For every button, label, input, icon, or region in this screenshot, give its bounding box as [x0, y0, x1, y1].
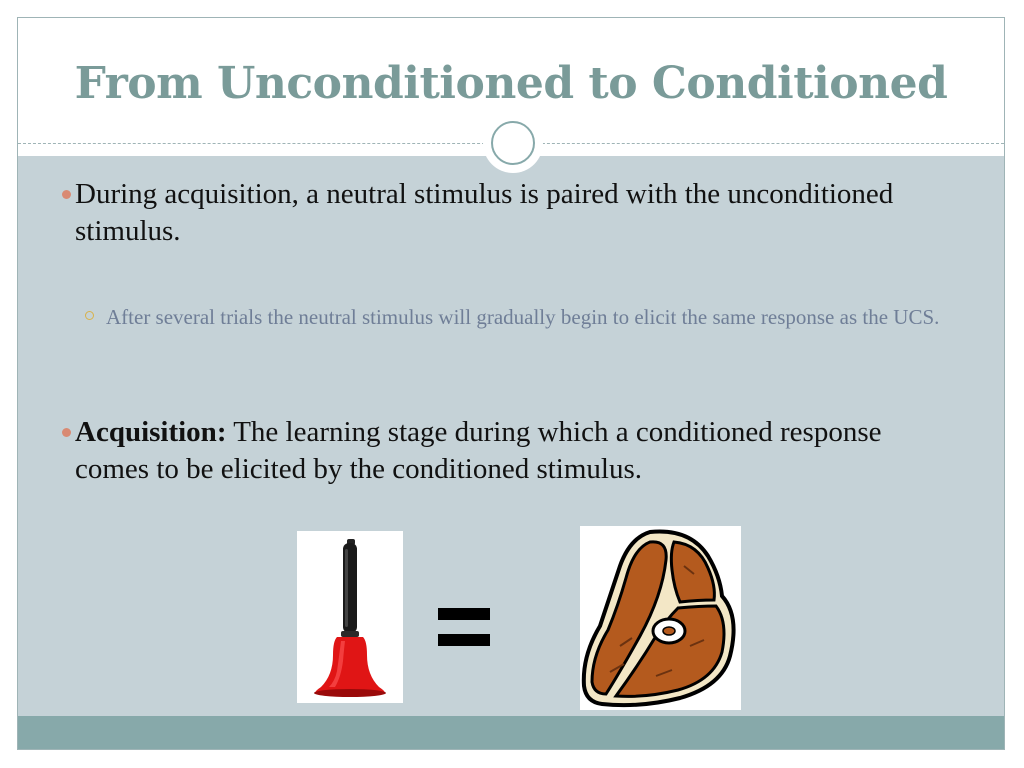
equals-bottom-bar: [438, 634, 490, 646]
bullet-term: Acquisition:: [75, 416, 227, 448]
divider-circle-icon: [483, 113, 543, 173]
slide-title: From Unconditioned to Conditioned: [74, 58, 948, 109]
divider-circle-inner: [491, 121, 535, 165]
sub-bullet-item: [106, 302, 946, 332]
hand-bell-image: [297, 531, 403, 703]
bullet-item: [75, 176, 935, 250]
bullet-text: During acquisition, a neutral stimulus is paired with the unconditioned stimulus.: [75, 178, 894, 247]
equals-top-bar: [438, 608, 490, 620]
bullet-dot-icon: [62, 428, 71, 437]
slide-frame: [17, 17, 1005, 750]
hand-bell-icon: [297, 531, 403, 703]
equals-sign-icon: [438, 604, 490, 650]
bullet-item: [75, 414, 935, 488]
footer-bar: [18, 716, 1004, 750]
bullet-text: The learning stage during which a conditioned response comes to be elicited by the conditioned stimulus.: [75, 416, 882, 485]
steak-image: [580, 526, 741, 710]
steak-icon: [580, 526, 741, 710]
sub-bullet-ring-icon: [85, 311, 94, 320]
sub-bullet-text: After several trials the neutral stimulus will gradually begin to elicit the same response as the UCS.: [106, 305, 940, 329]
bullet-dot-icon: [62, 190, 71, 199]
